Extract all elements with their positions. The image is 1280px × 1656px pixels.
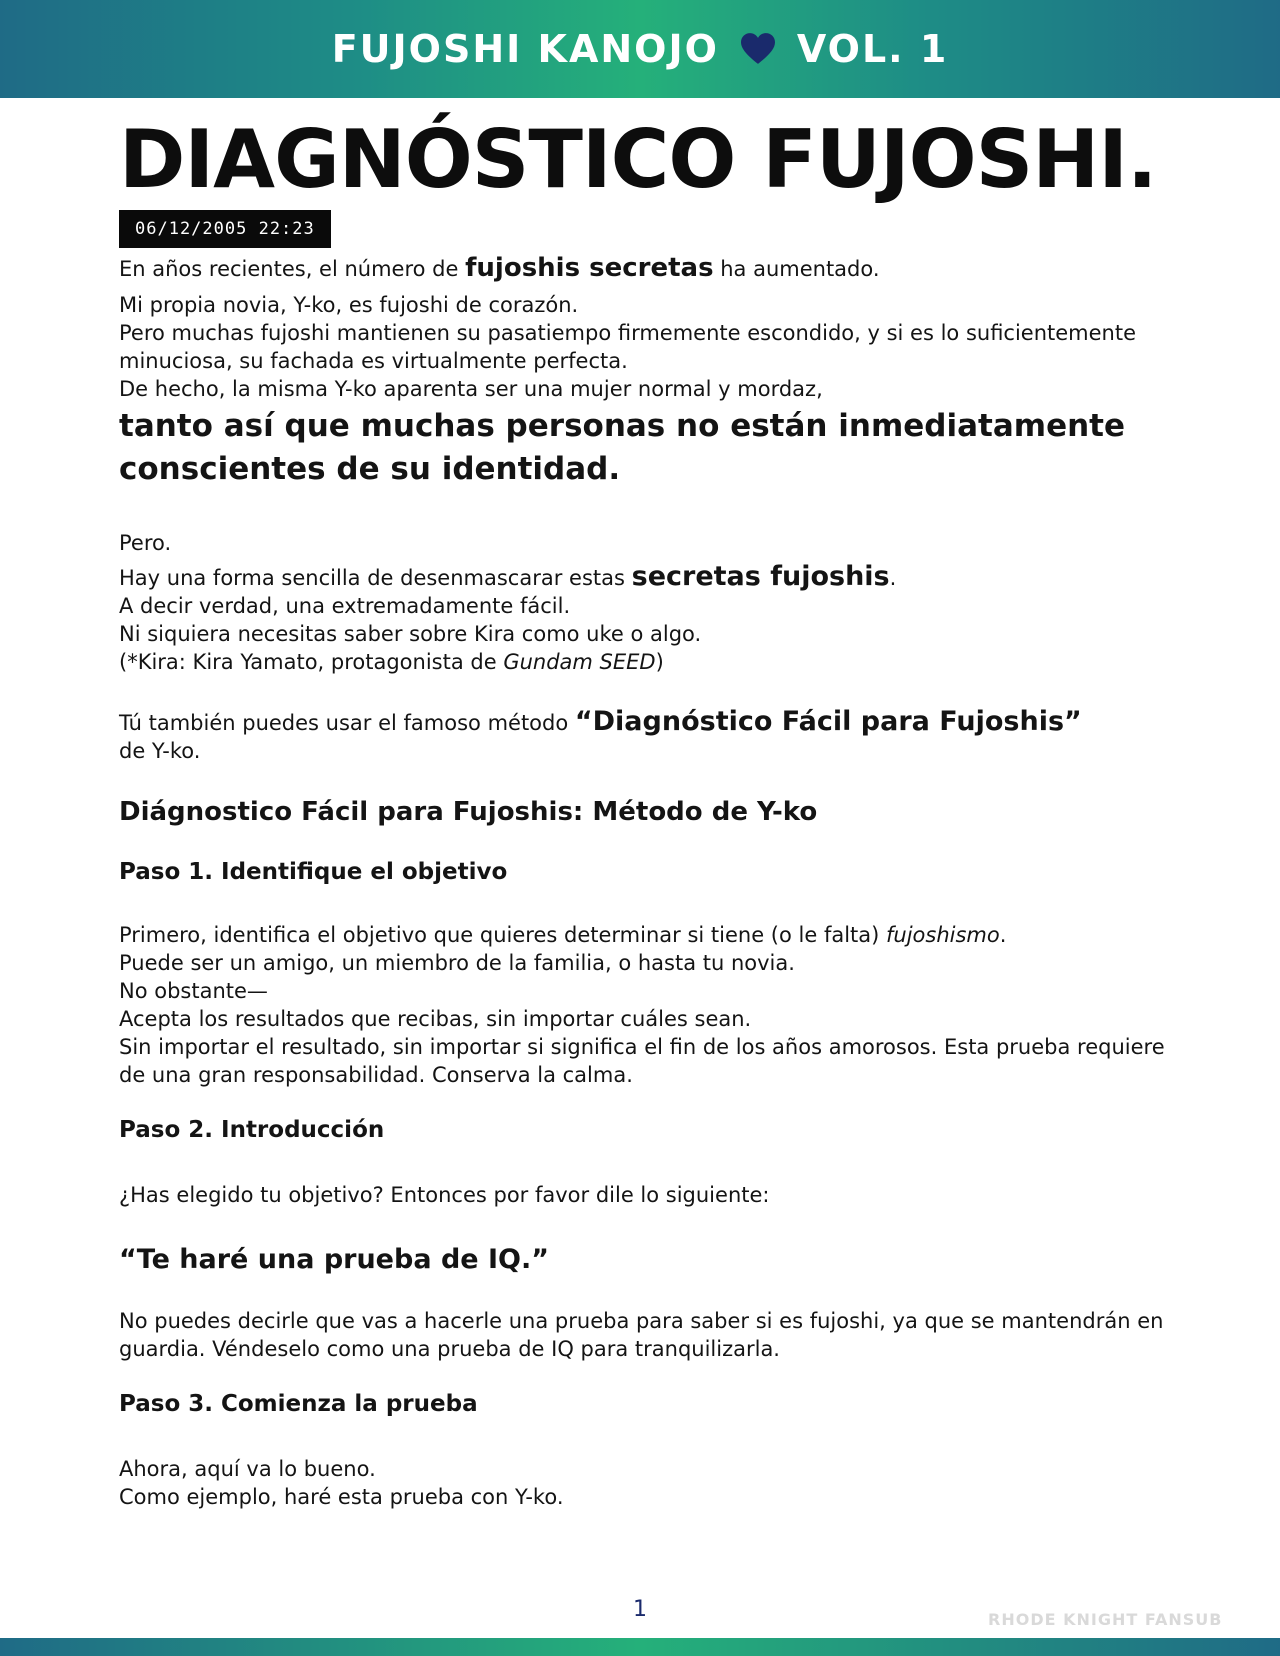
footnote xyxy=(119,648,1179,676)
unmask-paragraph xyxy=(119,563,1179,592)
intro-text: En años recientes, el número de xyxy=(119,257,466,281)
step1-paragraph xyxy=(119,921,1179,949)
unmask-text: Hay una forma sencilla de desenmascarar estas xyxy=(119,566,632,590)
method-bold: “Diagnóstico Fácil para Fujoshis” xyxy=(574,706,1082,737)
step2-heading: Paso 2. Introducción xyxy=(119,1117,385,1143)
timestamp-badge: 06/12/2005 22:23 xyxy=(119,210,331,248)
intro-bold: fujoshis secretas xyxy=(465,253,714,283)
footer-bar xyxy=(0,1638,1280,1656)
body-line: Pero. xyxy=(119,531,172,555)
intro-text-end: ha aumentado. xyxy=(713,257,880,281)
section-heading: Diágnostico Fácil para Fujoshis: Método de Y-ko xyxy=(119,797,818,827)
unmask-bold: secretas fujoshis xyxy=(631,561,890,592)
page-header xyxy=(0,0,1280,98)
body-line: A decir verdad, una extremadamente fácil. xyxy=(119,594,571,618)
body-line: Como ejemplo, haré esta prueba con Y-ko. xyxy=(119,1485,564,1509)
body-line: No obstante— xyxy=(119,979,268,1003)
emphasis-statement: tanto así que muchas personas no están inmediatamente conscientes de su identidad. xyxy=(119,408,1126,487)
article xyxy=(119,112,1179,1511)
step1-text: Primero, identifica el objetivo que quieres determinar si tiene (o le falta) xyxy=(119,923,887,947)
body-line: De hecho, la misma Y-ko aparenta ser una mujer normal y mordaz, xyxy=(119,377,823,401)
body-line: Acepta los resultados que recibas, sin importar cuáles sean. xyxy=(119,1007,752,1031)
step3-heading: Paso 3. Comienza la prueba xyxy=(119,1391,478,1417)
iq-quote: “Te haré una prueba de IQ.” xyxy=(119,1244,549,1275)
body-line: Sin importar el resultado, sin importar si significa el fin de los años amorosos. Esta prueba requiere de una gran responsabilidad. Conserva la calma. xyxy=(119,1035,1165,1087)
step1-text-end: . xyxy=(999,923,1007,947)
header-title xyxy=(332,27,949,71)
footnote-title: Gundam SEED xyxy=(503,650,656,674)
step1-heading: Paso 1. Identifique el objetivo xyxy=(119,859,508,885)
body-line: Ahora, aquí va lo bueno. xyxy=(119,1457,376,1481)
footnote-end: ) xyxy=(655,650,664,674)
method-paragraph xyxy=(119,708,1179,737)
unmask-text-end: . xyxy=(889,566,897,590)
body-line: Puede ser un amigo, un miembro de la familia, o hasta tu novia. xyxy=(119,951,795,975)
intro-paragraph xyxy=(119,254,1179,283)
body-line: ¿Has elegido tu objetivo? Entonces por favor dile lo siguiente: xyxy=(119,1183,770,1207)
body-line: Mi propia novia, Y-ko, es fujoshi de corazón. xyxy=(119,293,579,317)
method-text: Tú también puedes usar el famoso método xyxy=(119,711,575,735)
article-title: DIAGNÓSTICO FUJOSHI. xyxy=(119,113,1157,206)
volume-label: VOL. 1 xyxy=(796,27,949,71)
body-line: de Y-ko. xyxy=(119,739,201,763)
body-line: No puedes decirle que vas a hacerle una prueba para saber si es fujoshi, ya que se mantendrán en guardia. Véndeselo como una prueba de IQ para tranquilizarla. xyxy=(119,1309,1164,1361)
series-name: FUJOSHI KANOJO xyxy=(331,27,719,71)
body-line: Ni siquiera necesitas saber sobre Kira como uke o algo. xyxy=(119,622,702,646)
body-line: Pero muchas fujoshi mantienen su pasatiempo firmemente escondido, y si es lo suficientemente minuciosa, su fachada es virtualmente perfecta. xyxy=(119,321,1137,373)
fansub-credit: RHODE KNIGHT FANSUB xyxy=(988,1610,1223,1629)
footnote-text: (*Kira: Kira Yamato, protagonista de xyxy=(119,650,504,674)
step1-italic: fujoshismo xyxy=(886,923,1000,947)
heart-icon xyxy=(741,32,775,66)
page-number: 1 xyxy=(633,1597,647,1622)
